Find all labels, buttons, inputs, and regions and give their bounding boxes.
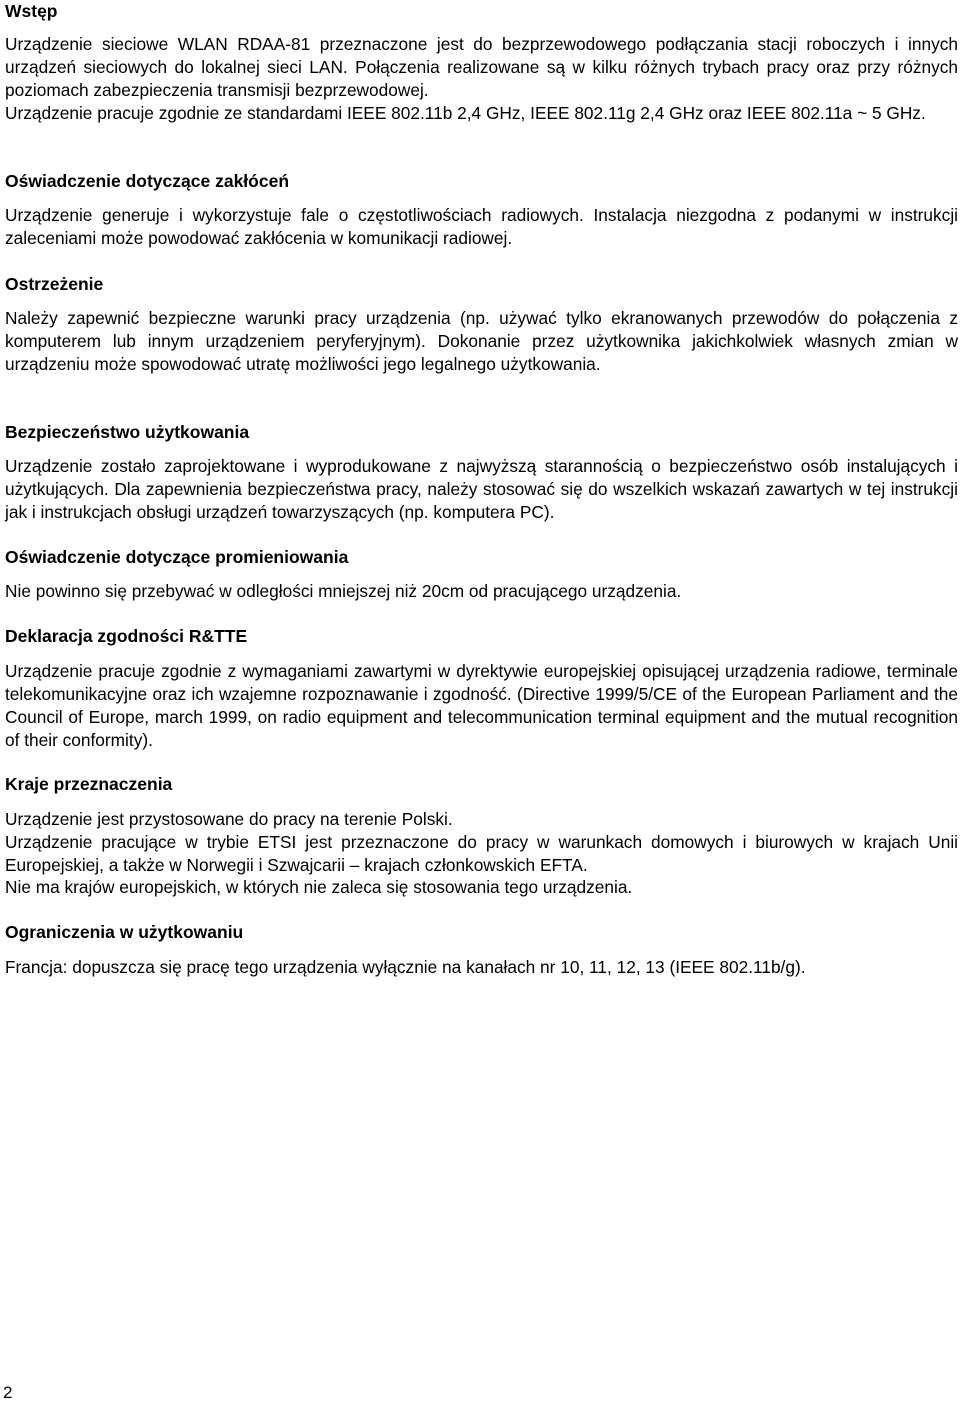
section-paragraph-zaklocenia: Urządzenie generuje i wykorzystuje fale o częstotliwościach radiowych. Instalacja niezgodna z podanymi w instrukcji zaleceniami może powodować zakłócenia w komunikacji radiowej. [5, 205, 958, 248]
page-number: 2 [3, 1383, 13, 1402]
section-heading-deklaracja: Deklaracja zgodności R&TTE [5, 626, 248, 646]
section-heading-zaklocenia: Oświadczenie dotyczące zakłóceń [5, 171, 290, 191]
section-paragraph-ostrzezenie: Należy zapewnić bezpieczne warunki pracy urządzenia (np. używać tylko ekranowanych przewodów do połączenia z komputerem lub innym urządzeniem peryferyjnym). Dokonanie przez użytkownika jakichkolwiek własnych zmian w urządzeniu może spowodować utratę możliwości jego legalnego użytkowania. [5, 308, 958, 374]
section-paragraph-kraje-3: Nie ma krajów europejskich, w których nie zaleca się stosowania tego urządzenia. [5, 877, 633, 897]
section-heading-ograniczenia: Ograniczenia w użytkowaniu [5, 922, 244, 942]
section-paragraph-bezpieczenstwo: Urządzenie zostało zaprojektowane i wyprodukowane z najwyższą starannością o bezpieczeństwo osób instalujących i użytkujących. Dla zapewnienia bezpieczeństwa pracy, należy stosować się do wszelkich wskazań zawartych w tej instrukcji jak i instrukcjach obsługi urządzeń towarzyszących (np. komputera PC). [5, 456, 958, 522]
section-paragraph-deklaracja: Urządzenie pracuje zgodnie z wymaganiami zawartymi w dyrektywie europejskiej opisującej urządzenia radiowe, terminale telekomunikacyjne oraz ich wzajemne rozpoznawanie i zgodność. (Directive 1999/5/CE of the European Parliament and the Council of Europe, march 1999, on radio equipment and telecommunication terminal equipment and the mutual recognition of their conformity). [5, 661, 958, 750]
section-heading-wstep: Wstęp [5, 1, 58, 21]
section-paragraph-wstep-1: Urządzenie sieciowe WLAN RDAA-81 przeznaczone jest do bezprzewodowego podłączania stacji roboczych i innych urządzeń sieciowych do lokalnej sieci LAN. Połączenia realizowane są w kilku różnych trybach pracy oraz przy różnych poziomach zabezpieczenia transmisji bezprzewodowej. [5, 34, 958, 100]
section-heading-promieniowanie: Oświadczenie dotyczące promieniowania [5, 547, 349, 567]
section-paragraph-promieniowanie: Nie powinno się przebywać w odległości mniejszej niż 20cm od pracującego urządzenia. [5, 581, 682, 601]
section-paragraph-wstep-2: Urządzenie pracuje zgodnie ze standardami IEEE 802.11b 2,4 GHz, IEEE 802.11g 2,4 GHz oraz IEEE 802.11a ~ 5 GHz. [5, 103, 926, 123]
section-paragraph-ograniczenia: Francja: dopuszcza się pracę tego urządzenia wyłącznie na kanałach nr 10, 11, 12, 13 (IEEE 802.11b/g). [5, 957, 806, 977]
section-heading-ostrzezenie: Ostrzeżenie [5, 274, 104, 294]
section-heading-bezpieczenstwo: Bezpieczeństwo użytkowania [5, 422, 250, 442]
section-paragraph-kraje-1: Urządzenie jest przystosowane do pracy na terenie Polski. [5, 809, 453, 829]
section-paragraph-kraje-2: Urządzenie pracujące w trybie ETSI jest przeznaczone do pracy w warunkach domowych i biurowych w krajach Unii Europejskiej, a także w Norwegii i Szwajcarii – krajach członkowskich EFTA. [5, 832, 958, 875]
section-heading-kraje: Kraje przeznaczenia [5, 774, 173, 794]
